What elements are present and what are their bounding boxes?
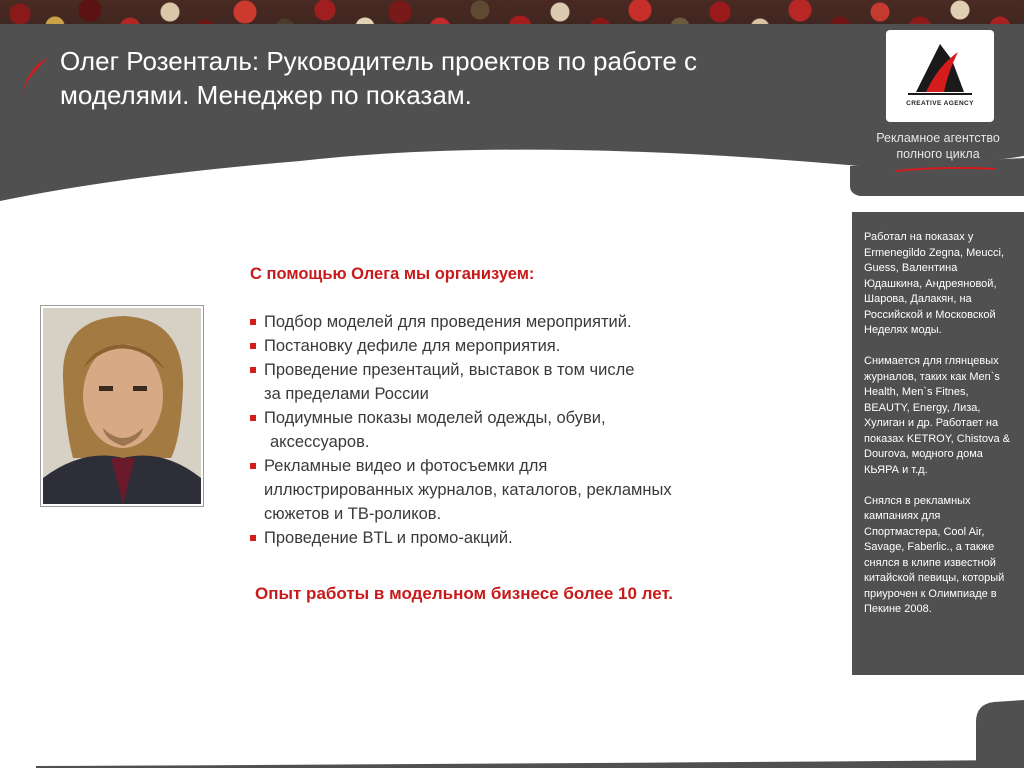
list-item-text: Проведение презентаций, выставок в том числе xyxy=(264,361,635,379)
bullet-icon xyxy=(250,319,256,325)
services-heading: С помощью Олега мы организуем: xyxy=(250,265,535,283)
bio-side-panel xyxy=(852,212,1024,675)
bio-text xyxy=(864,230,1014,618)
list-item-continuation: аксессуаров. xyxy=(270,433,370,451)
bullet-icon xyxy=(250,367,256,373)
list-item xyxy=(250,526,830,550)
list-item-continuation: за пределами России xyxy=(264,385,429,403)
list-item xyxy=(250,310,830,334)
list-item-text: Подбор моделей для проведения мероприятий. xyxy=(264,313,632,331)
logo-brand-text: CREATIVE AGENCY xyxy=(906,100,974,107)
list-item-text: Проведение BTL и промо-акций. xyxy=(264,529,513,547)
bio-paragraph-1: Работал на показах у Ermenegildo Zegna, Meucci, Guess, Валентина Юдашкина, Андреяновой, Шарова, Далакян, на Российской и Московской Неделях моды. xyxy=(864,231,1005,336)
footer-background xyxy=(0,690,1024,768)
list-item-continuation: сюжетов и ТВ-роликов. xyxy=(264,505,442,523)
page-title: Олег Розенталь: Руководитель проектов по работе с моделями. Менеджер по показам. xyxy=(60,46,698,110)
bullet-icon xyxy=(250,463,256,469)
bullet-icon xyxy=(250,415,256,421)
list-item xyxy=(250,406,830,454)
list-item-text: Подиумные показы моделей одежды, обуви, xyxy=(264,409,606,427)
list-item-text: Рекламные видео и фотосъемки для xyxy=(264,457,548,475)
experience-note: Опыт работы в модельном бизнесе более 10 лет. xyxy=(255,584,674,603)
bullet-icon xyxy=(250,343,256,349)
agency-logo xyxy=(886,30,994,122)
tagline-line-1: Рекламное агентство xyxy=(876,131,1000,145)
list-item xyxy=(250,334,830,358)
bio-paragraph-3: Снялся в рекламных кампаниях для Спортмастера, Cool Air, Savage, Faberlic., а также снялся в клипе известной китайской певицы, который приурочен к Олимпиаде в Пекине 2008. xyxy=(864,494,1005,615)
tagline-line-2: полного цикла xyxy=(896,147,980,161)
list-item xyxy=(250,454,830,526)
list-item-continuation: иллюстрированных журналов, каталогов, рекламных xyxy=(264,481,672,499)
red-accent-mark-icon xyxy=(14,56,52,104)
portrait-photo xyxy=(40,305,204,507)
list-item xyxy=(250,358,830,406)
services-section xyxy=(250,262,830,550)
bullet-icon xyxy=(250,535,256,541)
agency-tagline xyxy=(852,130,1024,162)
list-item-text: Постановку дефиле для мероприятия. xyxy=(264,337,561,355)
person-portrait-icon xyxy=(43,308,201,504)
bio-paragraph-2: Снимается для глянцевых журналов, таких как Men`s Health, Men`s Fitnes, BEAUTY, Energy, Лиза, Хулиган и др. Работает на показах KETROY, Chistova & Dourova, модного дома КЬЯРА и т.д. xyxy=(864,355,1010,476)
sail-logo-icon xyxy=(886,30,994,100)
tagline-underline xyxy=(895,166,995,174)
